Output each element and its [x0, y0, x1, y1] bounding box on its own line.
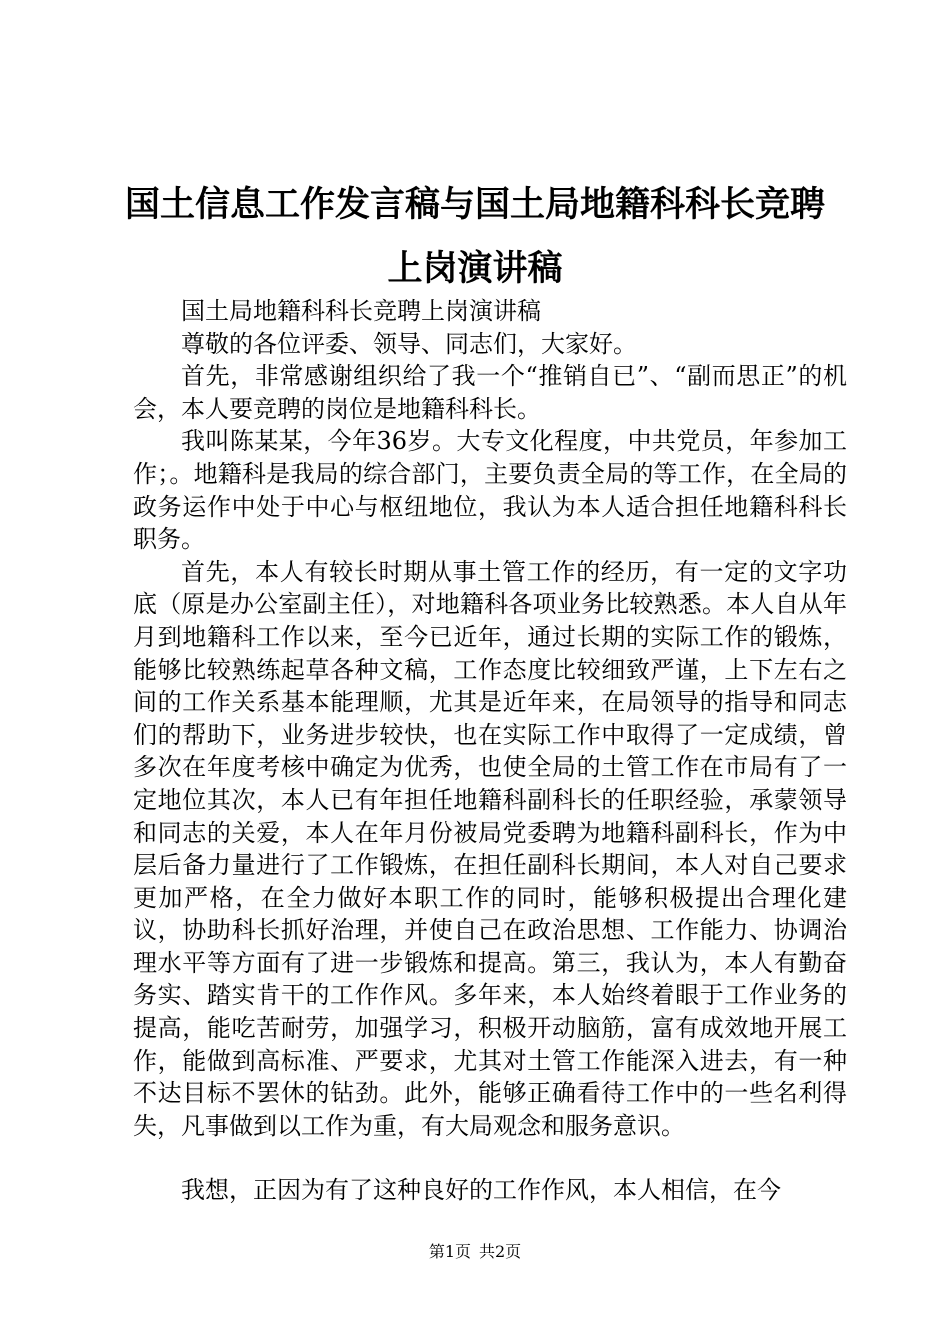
page-number-total: 共2页 [479, 1242, 522, 1261]
page-footer [0, 1242, 950, 1262]
body-paragraph: 首先，本人有较长时期从事土管工作的经历，有一定的文字功底（原是办公室副主任），对地籍科各项业务比较熟悉。本人自从年月到地籍科工作以来，至今已近年，通过长期的实际工作的锻炼，能够比较熟练起草各种文稿，工作态度比较细致严谨，上下左右之间的工作关系基本能理顺，尤其是近年来，在局领导的指导和同志们的帮助下，业务进步较快，也在实际工作中取得了一定成绩，曾多次在年度考核中确定为优秀，也使全局的土管工作在市局有了一定地位其次，本人已有年担任地籍科副科长的任职经验，承蒙领导和同志的关爱，本人在年月份被局党委聘为地籍科副科长，作为中层后备力量进行了工作锻炼，在担任副科长期间，本人对自己要求更加严格，在全力做好本职工作的同时，能够积极提出合理化建议，协助科长抓好治理，并使自己在政治思想、工作能力、协调治理水平等方面有了进一步锻炼和提高。第三，我认为，本人有勤奋务实、踏实肯干的工作作风。多年来，本人始终着眼于工作业务的提高，能吃苦耐劳，加强学习，积极开动脑筋，富有成效地开展工作，能做到高标准、严要求，尤其对土管工作能深入进去，有一种不达目标不罢休的钻劲。此外，能够正确看待工作中的一些名利得失，凡事做到以工作为重，有大局观念和服务意识。 [133, 557, 847, 1140]
body-paragraph-heading: 国土局地籍科科长竞聘上岗演讲稿 [181, 297, 541, 325]
body-paragraph-salutation: 尊敬的各位评委、领导、同志们，大家好。 [181, 329, 637, 358]
document-body [133, 295, 847, 1207]
body-paragraph: 我想，正因为有了这种良好的工作作风，本人相信，在今 [181, 1176, 781, 1205]
body-paragraph: 首先，非常感谢组织给了我一个“推销自已”、“副而思正”的机会，本人要竞聘的岗位是地籍科科长。 [133, 362, 847, 423]
document-title-line-1: 国土信息工作发言稿与国土局地籍科科长竞聘 [124, 184, 825, 225]
page-number-current: 第1页 [428, 1242, 471, 1261]
document-title-line-2: 上岗演讲稿 [387, 248, 563, 289]
body-paragraph: 我叫陈某某，今年36岁。大专文化程度，中共党员，年参加工作；。地籍科是我局的综合部门，主要负责全局的等工作，在全局的政务运作中处于中心与枢纽地位，我认为本人适合担任地籍科科长职务。 [133, 427, 847, 554]
